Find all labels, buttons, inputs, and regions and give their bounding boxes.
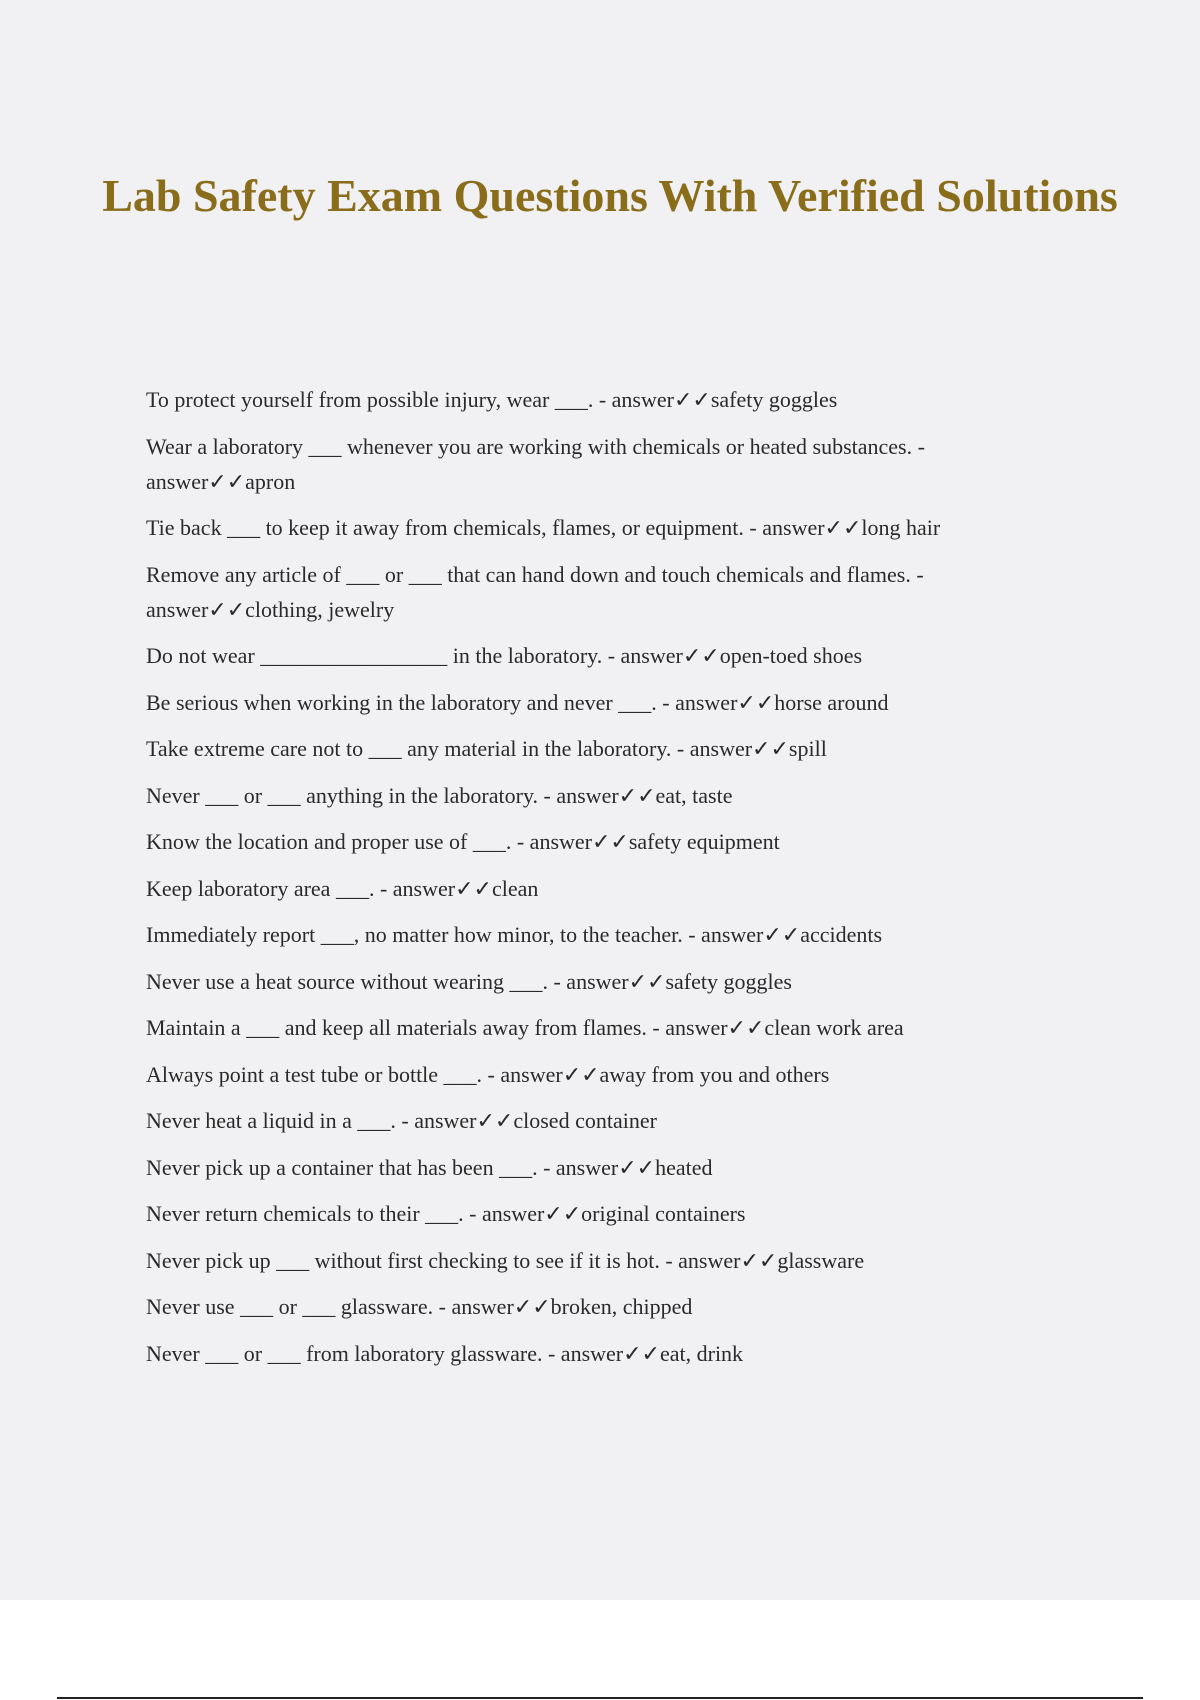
question-answer-item: Immediately report ___, no matter how minor, to the teacher. - answer✓✓accidents: [146, 922, 883, 947]
page-gap: [0, 1600, 1200, 1700]
question-answer-item: Never use a heat source without wearing ___. - answer✓✓safety goggles: [146, 968, 792, 994]
question-answer-item: Know the location and proper use of ___. - answer✓✓safety equipment: [146, 829, 780, 854]
question-answer-item: Keep laboratory area ___. - answer✓✓clean: [146, 875, 539, 901]
question-answer-item: Never heat a liquid in a ___. - answer✓✓closed container: [146, 1108, 657, 1133]
question-answer-item: Never return chemicals to their ___. - answer✓✓original containers: [146, 1201, 746, 1226]
question-answer-item: Maintain a ___ and keep all materials away from flames. - answer✓✓clean work area: [146, 1015, 904, 1040]
question-answer-item: Do not wear _________________ in the laboratory. - answer✓✓open-toed shoes: [146, 643, 863, 668]
question-answer-item: Take extreme care not to ___ any material in the laboratory. - answer✓✓spill: [146, 736, 827, 761]
document-title: Lab Safety Exam Questions With Verified Solutions: [102, 170, 1118, 221]
question-answer-item: Never pick up ___ without first checking to see if it is hot. - answer✓✓glassware: [146, 1247, 865, 1273]
question-answer-item: Always point a test tube or bottle ___. - answer✓✓away from you and others: [146, 1061, 830, 1087]
question-answer-item: Never pick up a container that has been ___. - answer✓✓heated: [146, 1154, 713, 1180]
question-answer-item: Wear a laboratory ___ whenever you are working with chemicals or heated substances. - answer✓✓apron: [146, 433, 925, 494]
question-answer-item: To protect yourself from possible injury, wear ___. - answer✓✓safety goggles: [146, 387, 838, 412]
footer-divider: [57, 1697, 1143, 1699]
question-answer-item: Never ___ or ___ anything in the laboratory. - answer✓✓eat, taste: [146, 782, 733, 808]
question-answer-item: Tie back ___ to keep it away from chemicals, flames, or equipment. - answer✓✓long hair: [146, 515, 941, 540]
question-answer-list: [146, 382, 1046, 1382]
question-answer-item: Be serious when working in the laboratory and never ___. - answer✓✓horse around: [146, 689, 889, 715]
question-answer-item: Never use ___ or ___ glassware. - answer✓✓broken, chipped: [146, 1294, 693, 1319]
question-answer-item: Never ___ or ___ from laboratory glassware. - answer✓✓eat, drink: [146, 1340, 744, 1366]
question-answer-item: Remove any article of ___ or ___ that can hand down and touch chemicals and flames. - answer✓✓clothing, jewelry: [146, 561, 924, 622]
